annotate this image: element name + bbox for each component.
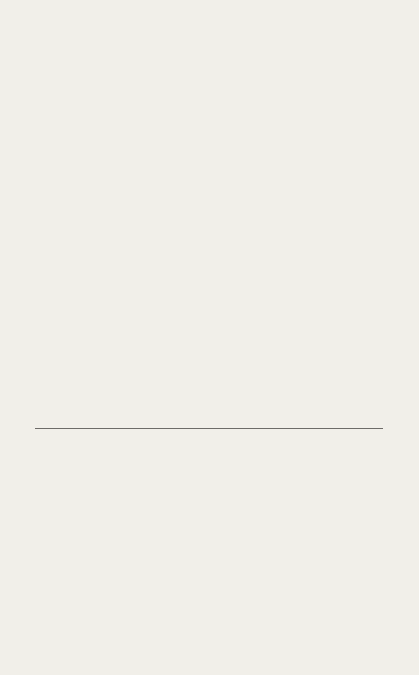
epilogue-entry[interactable] [35,412,405,429]
leader-rule [35,428,383,429]
